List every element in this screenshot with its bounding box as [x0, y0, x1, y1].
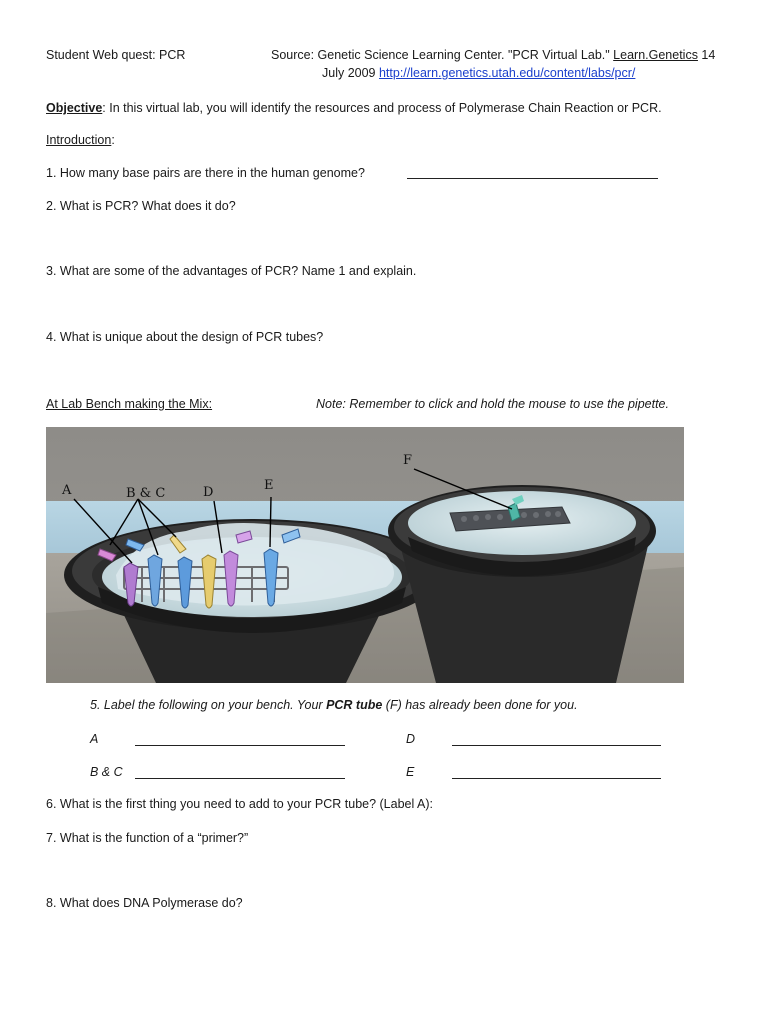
pipette-note: Note: Remember to click and hold the mouse to use the pipette. — [316, 397, 669, 411]
question-8: 8. What does DNA Polymerase do? — [46, 896, 243, 910]
answer-line-d[interactable] — [452, 745, 661, 746]
figure-label-bc: B & C — [126, 486, 166, 501]
introduction-heading — [46, 133, 115, 147]
q5-pcr-tube: PCR tube — [326, 698, 383, 712]
q5-label-d: D — [406, 732, 416, 746]
question-3: 3. What are some of the advantages of PCR? Name 1 and explain. — [46, 264, 417, 278]
figure-label-f: F — [403, 453, 413, 468]
q5-label-a: A — [90, 732, 99, 746]
question-4: 4. What is unique about the design of PCR tubes? — [46, 330, 324, 344]
source-citation-line2 — [322, 66, 635, 80]
introduction-colon: : — [111, 133, 115, 147]
source-date: July 2009 — [322, 66, 379, 80]
figure-label-a: A — [62, 483, 72, 498]
source-site: Learn.Genetics — [613, 48, 698, 62]
answer-line-a[interactable] — [135, 745, 345, 746]
objective-text: : In this virtual lab, you will identify the resources and process of Polymerase Chain Reaction or PCR. — [102, 101, 662, 115]
answer-line-bc[interactable] — [135, 778, 345, 779]
header-left: Student Web quest: PCR — [46, 48, 186, 62]
answer-line-e[interactable] — [452, 778, 661, 779]
q5-prefix: 5. Label the following on your bench. Your — [90, 698, 327, 712]
figure-label-d: D — [203, 485, 214, 500]
objective-label: Objective — [46, 101, 103, 115]
q5-label-e: E — [406, 765, 415, 779]
source-prefix: Source: Genetic Science Learning Center. "PCR Virtual Lab." — [271, 48, 614, 62]
introduction-label: Introduction — [46, 133, 112, 147]
figure-label-e: E — [264, 478, 274, 493]
source-citation-line1 — [271, 48, 715, 62]
question-2: 2. What is PCR? What does it do? — [46, 199, 236, 213]
source-day: 14 — [697, 48, 716, 62]
objective-line — [46, 101, 662, 115]
lab-bench-illustration — [46, 427, 684, 683]
question-6: 6. What is the first thing you need to add to your PCR tube? (Label A): — [46, 797, 434, 811]
answer-line-q1[interactable] — [407, 178, 658, 179]
question-5 — [90, 698, 578, 712]
q5-label-bc: B & C — [90, 765, 123, 779]
q5-suffix: (F) has already been done for you. — [382, 698, 578, 712]
question-7: 7. What is the function of a “primer?” — [46, 831, 249, 845]
question-1: 1. How many base pairs are there in the human genome? — [46, 166, 365, 180]
lab-bench-heading: At Lab Bench making the Mix: — [46, 397, 213, 411]
source-url-link[interactable]: http://learn.genetics.utah.edu/content/labs/pcr/ — [378, 66, 636, 80]
